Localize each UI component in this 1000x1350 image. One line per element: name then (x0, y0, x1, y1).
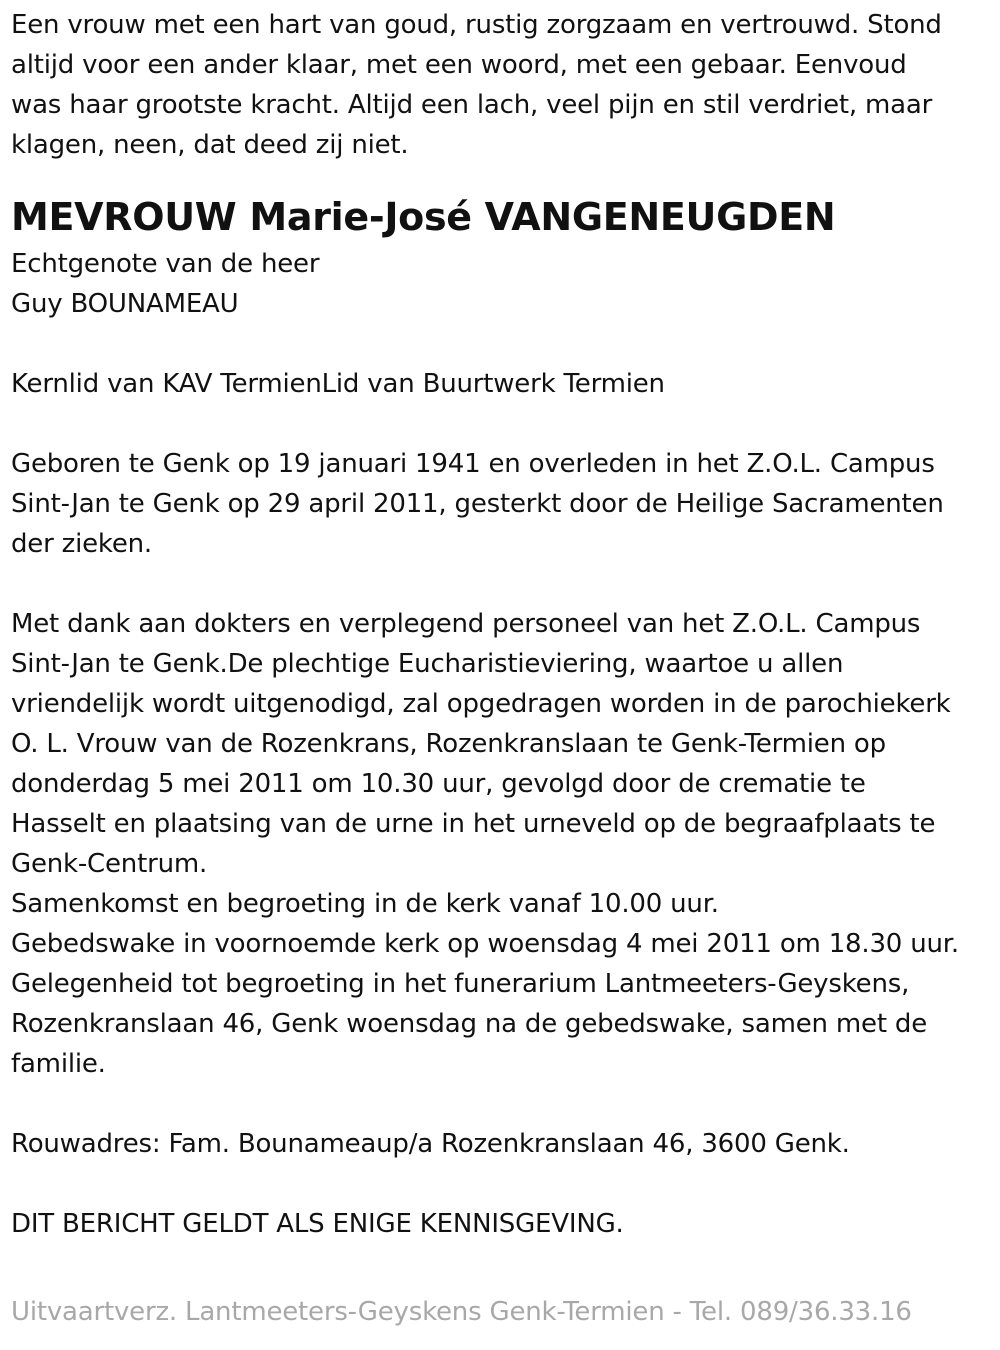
ceremony-line: familie. (11, 1049, 106, 1079)
ceremony-line: Gebedswake in voornoemde kerk op woensdag 4 mei 2011 om 18.30 uur. (11, 929, 959, 959)
spacer (11, 324, 991, 364)
ceremony-line: Gelegenheid tot begroeting in het funerarium Lantmeeters-Geyskens, (11, 969, 910, 999)
ceremony-line: vriendelijk wordt uitgenodigd, zal opgedragen worden in de parochiekerk (11, 689, 951, 719)
ceremony-line: Samenkomst en begroeting in de kerk vanaf 10.00 uur. (11, 889, 719, 919)
spouse-block (11, 244, 991, 324)
spacer (11, 404, 991, 444)
birth-death-line: der zieken. (11, 529, 152, 559)
mourning-address: Rouwadres: Fam. Bounameaup/a Rozenkranslaan 46, 3600 Genk. (11, 1129, 850, 1159)
birth-death-block (11, 444, 991, 564)
ceremony-line: O. L. Vrouw van de Rozenkrans, Rozenkranslaan te Genk-Termien op (11, 729, 886, 759)
ceremony-block (11, 604, 991, 1084)
intro-line: Een vrouw met een hart van goud, rustig zorgzaam en vertrouwd. Stond (11, 10, 942, 40)
intro-line: was haar grootste kracht. Altijd een lach, veel pijn en stil verdriet, maar (11, 90, 933, 120)
ceremony-line: Met dank aan dokters en verplegend personeel van het Z.O.L. Campus (11, 609, 921, 639)
birth-death-line: Sint-Jan te Genk op 29 april 2011, gesterkt door de Heilige Sacramenten (11, 489, 944, 519)
spouse-line: Echtgenote van de heer (11, 249, 320, 279)
spacer (11, 1084, 991, 1124)
spacer (11, 1164, 991, 1204)
spacer (11, 564, 991, 604)
ceremony-line: donderdag 5 mei 2011 om 10.30 uur, gevolgd door de crematie te (11, 769, 866, 799)
ceremony-line: Genk-Centrum. (11, 849, 208, 879)
membership-line: Kernlid van KAV TermienLid van Buurtwerk Termien (11, 369, 665, 399)
intro-line: altijd voor een ander klaar, met een woord, met een gebaar. Eenvoud (11, 50, 907, 80)
funeral-home-footer: Uitvaartverz. Lantmeeters-Geyskens Genk-Termien - Tel. 089/36.33.16 (11, 1297, 912, 1327)
deceased-name: MEVROUW Marie-José VANGENEUGDEN (11, 195, 836, 239)
spouse-line: Guy BOUNAMEAU (11, 289, 239, 319)
birth-death-line: Geboren te Genk op 19 januari 1941 en overleden in het Z.O.L. Campus (11, 449, 935, 479)
ceremony-line: Rozenkranslaan 46, Genk woensdag na de gebedswake, samen met de (11, 1009, 927, 1039)
ceremony-line: Sint-Jan te Genk.De plechtige Eucharistieviering, waartoe u allen (11, 649, 844, 679)
intro-line: klagen, neen, dat deed zij niet. (11, 130, 409, 160)
intro-poem (11, 0, 991, 165)
notice-line: DIT BERICHT GELDT ALS ENIGE KENNISGEVING. (11, 1209, 624, 1239)
ceremony-line: Hasselt en plaatsing van de urne in het urneveld op de begraafplaats te (11, 809, 936, 839)
obituary-notice (11, 0, 991, 1244)
